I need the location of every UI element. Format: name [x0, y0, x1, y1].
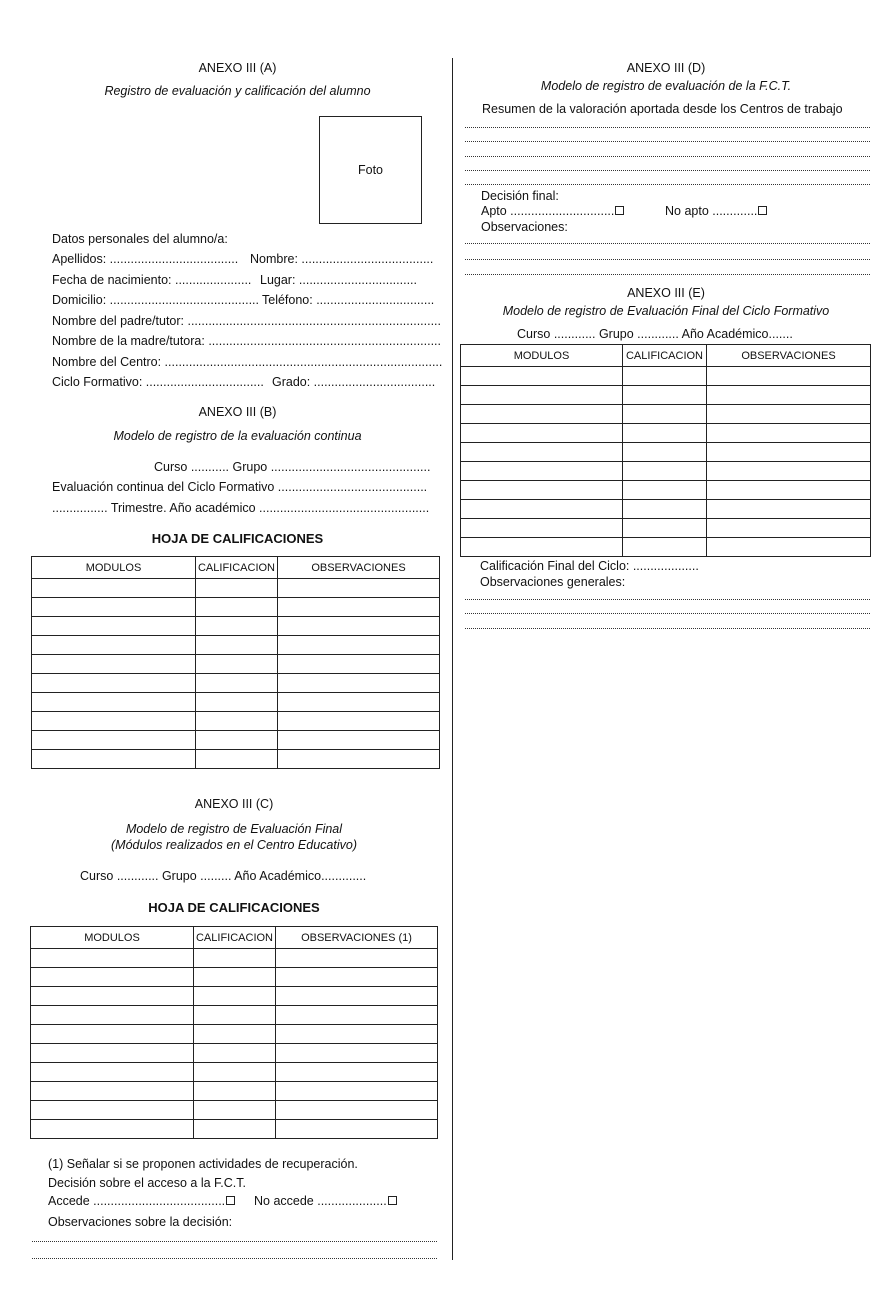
accede-label: Accede ...................................... — [48, 1194, 226, 1208]
resumen-label: Resumen de la valoración aportada desde los Centros de trabajo — [482, 102, 843, 116]
curso-grupo-field[interactable]: Curso ........... Grupo .............................................. — [154, 460, 431, 474]
grado-field[interactable]: Grado: ................................... — [272, 375, 436, 389]
photo-label: Foto — [357, 163, 383, 177]
footnote: (1) Señalar si se proponen actividades de recuperación. — [48, 1157, 358, 1171]
table-row[interactable] — [31, 1025, 438, 1044]
table-row[interactable] — [31, 987, 438, 1006]
observaciones-line[interactable] — [465, 628, 870, 629]
madre-tutora-field[interactable]: Nombre de la madre/tutora: ................................................................... — [52, 334, 442, 348]
table-row[interactable] — [32, 636, 440, 655]
table-row[interactable] — [461, 500, 871, 519]
table-row[interactable] — [31, 1063, 438, 1082]
observaciones-generales-label: Observaciones generales: — [480, 575, 626, 589]
apto-option[interactable] — [481, 204, 624, 218]
col-header-observaciones: OBSERVACIONES — [278, 557, 440, 579]
apto-checkbox[interactable] — [615, 206, 624, 215]
table-row[interactable] — [32, 598, 440, 617]
table-row[interactable] — [461, 405, 871, 424]
hoja-calificaciones-title: HOJA DE CALIFICACIONES — [151, 531, 324, 546]
telefono-field[interactable]: Teléfono: .................................. — [262, 293, 435, 307]
no-accede-label: No accede .................... — [254, 1194, 387, 1208]
table-row[interactable] — [31, 1082, 438, 1101]
calificacion-final-field[interactable]: Calificación Final del Ciclo: ................... — [480, 559, 699, 573]
col-header-calificacion: CALIFICACION — [623, 345, 707, 367]
anexo-c-curso-field[interactable]: Curso ............ Grupo ......... Año Académico............. — [80, 869, 367, 883]
anexo-b-subtitle: Modelo de registro de la evaluación continua — [113, 429, 362, 443]
evaluacion-continua-field[interactable]: Evaluación continua del Ciclo Formativo ........................................... — [52, 480, 428, 494]
col-header-modulos: MODULOS — [31, 927, 194, 949]
observaciones-line[interactable] — [465, 274, 870, 275]
table-row[interactable] — [31, 1120, 438, 1139]
anexo-e-curso-field[interactable]: Curso ............ Grupo ............ Año Académico....... — [517, 327, 793, 341]
table-row[interactable] — [461, 481, 871, 500]
table-row[interactable] — [32, 693, 440, 712]
table-row[interactable] — [461, 386, 871, 405]
no-accede-checkbox[interactable] — [388, 1196, 397, 1205]
table-row[interactable] — [32, 731, 440, 750]
apto-label: Apto .............................. — [481, 204, 615, 218]
table-row[interactable] — [31, 1101, 438, 1120]
table-row[interactable] — [31, 1044, 438, 1063]
observaciones-line[interactable] — [32, 1258, 437, 1259]
table-row[interactable] — [461, 462, 871, 481]
resumen-line[interactable] — [465, 127, 870, 128]
table-row[interactable] — [461, 424, 871, 443]
anexo-a-title: ANEXO III (A) — [198, 61, 277, 75]
lugar-field[interactable]: Lugar: .................................. — [260, 273, 417, 287]
fecha-nacimiento-field[interactable]: Fecha de nacimiento: ...................... — [52, 273, 252, 287]
table-row[interactable] — [461, 538, 871, 557]
observaciones-label: Observaciones: — [481, 220, 568, 234]
table-row[interactable] — [32, 750, 440, 769]
col-header-modulos: MODULOS — [32, 557, 196, 579]
anexo-b-title: ANEXO III (B) — [198, 405, 277, 419]
anexo-e-subtitle: Modelo de registro de Evaluación Final del Ciclo Formativo — [502, 304, 830, 318]
anexo-a-subtitle: Registro de evaluación y calificación del alumno — [104, 84, 371, 98]
observaciones-decision-label: Observaciones sobre la decisión: — [48, 1215, 233, 1229]
anexo-d-subtitle: Modelo de registro de evaluación de la F.C.T. — [540, 79, 792, 93]
nombre-field[interactable]: Nombre: ...................................... — [250, 252, 434, 266]
accede-option[interactable] — [48, 1194, 235, 1208]
observaciones-line[interactable] — [465, 243, 870, 244]
observaciones-line[interactable] — [32, 1241, 437, 1242]
trimestre-field[interactable]: ................ Trimestre. Año académico ................................................. — [52, 501, 430, 515]
domicilio-field[interactable]: Domicilio: ........................................... — [52, 293, 259, 307]
ciclo-formativo-field[interactable]: Ciclo Formativo: .................................. — [52, 375, 264, 389]
hoja-calificaciones-title-c: HOJA DE CALIFICACIONES — [148, 900, 320, 915]
table-row[interactable] — [32, 674, 440, 693]
personal-data-header: Datos personales del alumno/a: — [52, 232, 228, 246]
resumen-line[interactable] — [465, 156, 870, 157]
table-row[interactable] — [31, 968, 438, 987]
anexo-e-title: ANEXO III (E) — [627, 286, 705, 300]
anexo-b-grades-table — [31, 556, 440, 769]
anexo-e-grades-table — [460, 344, 871, 557]
padre-tutor-field[interactable]: Nombre del padre/tutor: ......................................................................... — [52, 314, 442, 328]
table-row[interactable] — [461, 519, 871, 538]
table-row[interactable] — [32, 579, 440, 598]
resumen-line[interactable] — [465, 184, 870, 185]
table-row[interactable] — [31, 1006, 438, 1025]
table-row[interactable] — [32, 712, 440, 731]
anexo-c-subtitle-2: (Módulos realizados en el Centro Educativo) — [111, 838, 357, 852]
table-row[interactable] — [31, 949, 438, 968]
fct-decision-label: Decisión sobre el acceso a la F.C.T. — [48, 1176, 247, 1190]
no-apto-option[interactable] — [665, 204, 767, 218]
observaciones-line[interactable] — [465, 259, 870, 260]
col-header-observaciones: OBSERVACIONES (1) — [276, 927, 438, 949]
anexo-c-grades-table — [30, 926, 438, 1139]
centro-field[interactable]: Nombre del Centro: ................................................................................ — [52, 355, 443, 369]
table-row[interactable] — [461, 443, 871, 462]
anexo-c-subtitle: Modelo de registro de Evaluación Final — [125, 822, 343, 836]
resumen-line[interactable] — [465, 141, 870, 142]
photo-box[interactable] — [319, 116, 422, 224]
column-divider — [452, 58, 453, 1260]
anexo-c-title: ANEXO III (C) — [194, 797, 274, 811]
col-header-calificacion: CALIFICACION — [196, 557, 278, 579]
decision-final-label: Decisión final: — [481, 189, 559, 203]
no-apto-label: No apto ............. — [665, 204, 758, 218]
table-row[interactable] — [32, 655, 440, 674]
observaciones-line[interactable] — [465, 599, 870, 600]
accede-checkbox[interactable] — [226, 1196, 235, 1205]
anexo-d-title: ANEXO III (D) — [626, 61, 706, 75]
no-accede-option[interactable] — [254, 1194, 397, 1208]
resumen-line[interactable] — [465, 170, 870, 171]
col-header-calificacion: CALIFICACION — [194, 927, 276, 949]
col-header-observaciones: OBSERVACIONES — [707, 345, 871, 367]
no-apto-checkbox[interactable] — [758, 206, 767, 215]
table-row[interactable] — [461, 367, 871, 386]
col-header-modulos: MODULOS — [461, 345, 623, 367]
apellidos-field[interactable]: Apellidos: ..................................... — [52, 252, 239, 266]
table-row[interactable] — [32, 617, 440, 636]
observaciones-line[interactable] — [465, 613, 870, 614]
